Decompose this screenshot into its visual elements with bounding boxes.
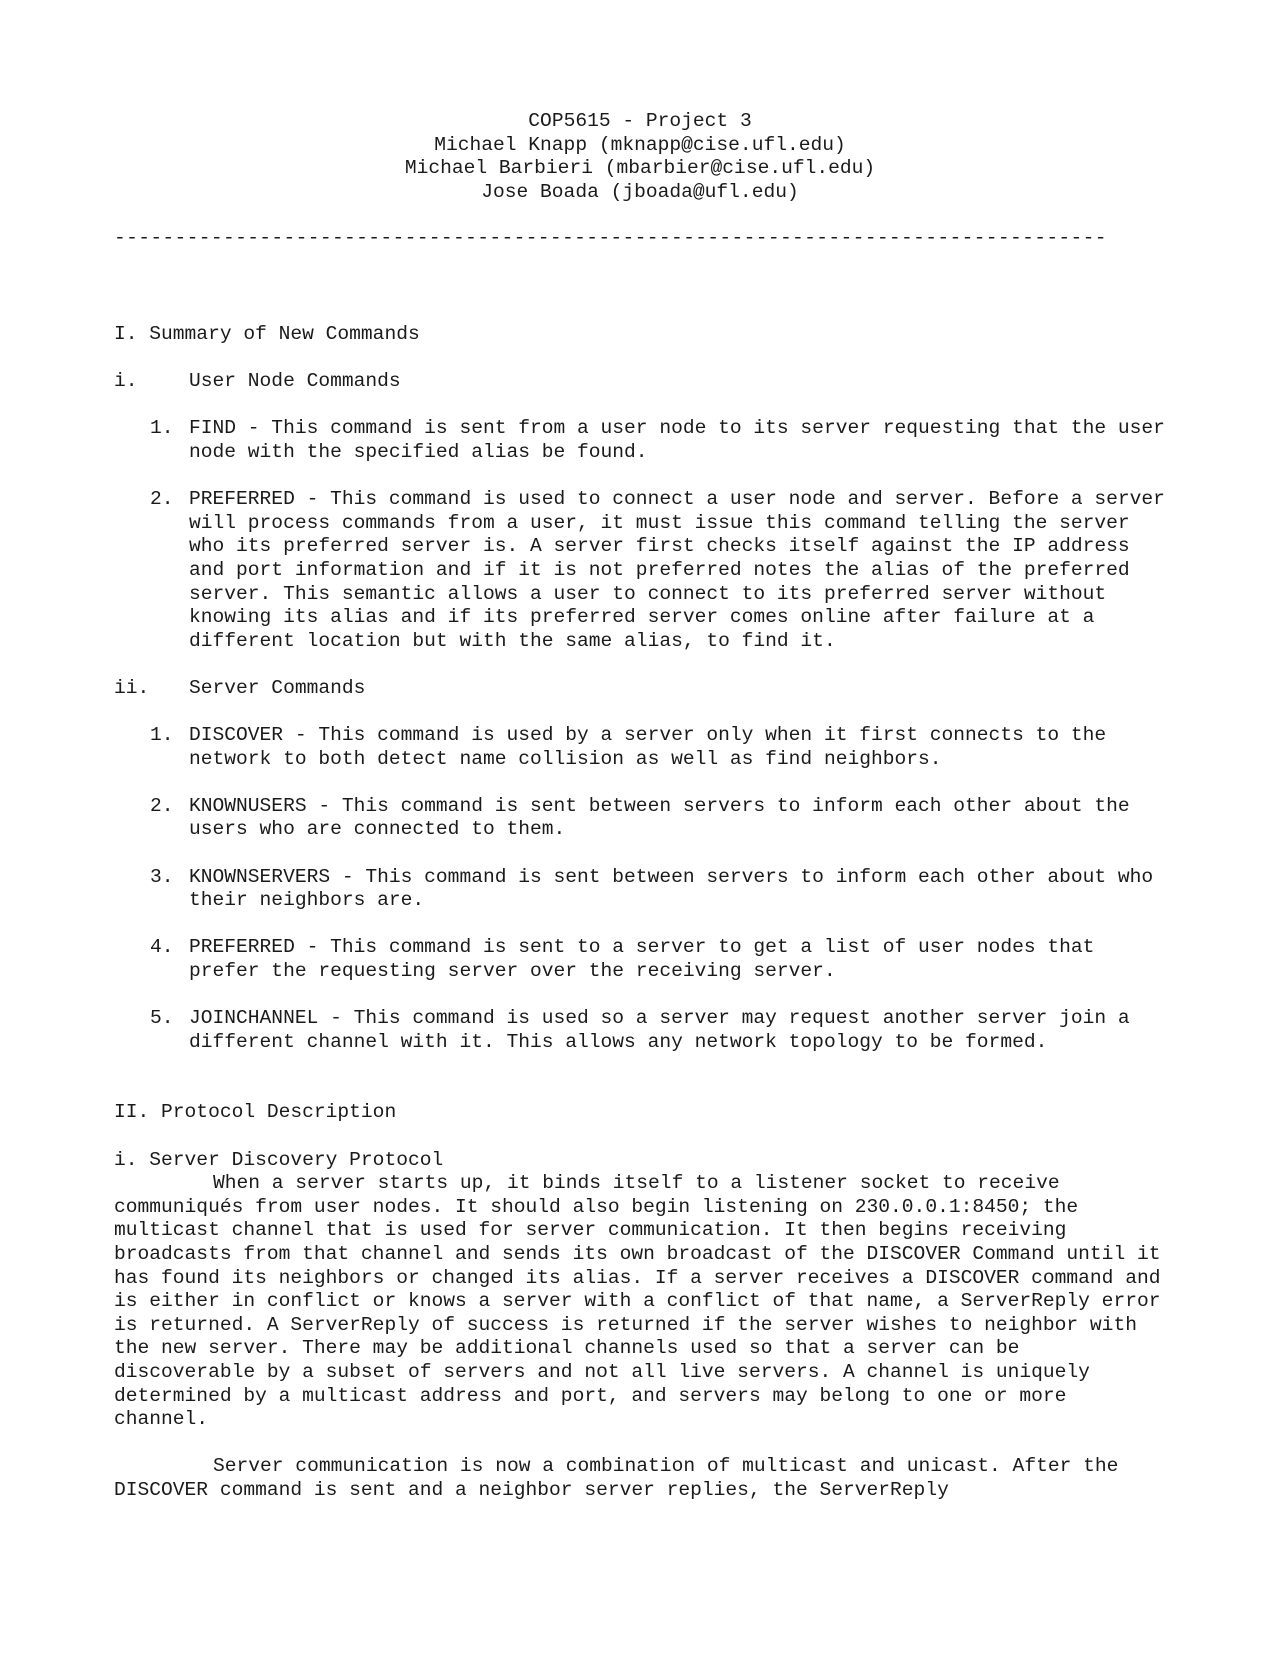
divider-line: ---------------------------------------------------------------------------------- [114,227,1107,250]
subsection-heading [114,370,1174,394]
subsection-title: Server Commands [189,676,366,699]
subsection-number: ii. [114,676,150,699]
list-item [150,1007,1174,1054]
list-text: PREFERRED - This command is used to connect a user node and server. Before a server will process commands from a user, it must issue this command telling the server who its preferred server is. A server first checks itself against the IP address and port information and if it is not preferred notes the alias of the preferred server. This semantic allows a user to connect to its preferred server without knowing its alias and if its preferred server comes online after failure at a different location but with the same alias, to find it. [189,488,1165,652]
course-title: COP5615 - Project 3 [528,110,752,132]
subsection-number: i. [114,370,138,393]
author-line: Michael Barbieri (mbarbier@cise.ufl.edu) [404,157,876,180]
list-item [150,488,1174,653]
subsection-heading: i. Server Discovery Protocol [114,1148,444,1171]
section-heading: I. Summary of New Commands [114,322,420,345]
body-paragraph: Server communication is now a combination of multicast and unicast. After the DISCOVER command is sent and a neighbor server replies, the ServerReply [114,1455,1119,1501]
subsection-title: User Node Commands [189,370,401,393]
list-item [150,866,1174,913]
list-text: JOINCHANNEL - This command is used so a server may request another server join a different channel with it. This allows any network topology to be formed. [189,1007,1130,1053]
list-text: DISCOVER - This command is used by a server only when it first connects to the network to both detect name collision as well as find neighbors. [189,724,1107,770]
body-paragraph: When a server starts up, it binds itself to a listener socket to receive communiqués from user nodes. It should also begin listening on 230.0.0.1:8450; the multicast channel that is used for server communication. It then begins receiving broadcasts from that channel and sends its own broadcast of the DISCOVER Command until it has found its neighbors or changed its alias. If a server receives a DISCOVER command and is either in conflict or knows a server with a conflict of that name, a ServerReply error is returned. A ServerReply of success is returned if the server wishes to neighbor with the new server. There may be additional channels used so that a server can be discoverable by a subset of servers and not all live servers. A channel is uniquely determined by a multicast address and port, and servers may belong to one or more channel. [114,1172,1161,1431]
list-item [150,795,1174,842]
section-heading: II. Protocol Description [114,1101,397,1124]
list-number: 1. [150,417,174,440]
list-text: KNOWNUSERS - This command is sent between servers to inform each other about the users who are connected to them. [189,794,1130,841]
list-number: 4. [150,936,174,959]
list-item [150,936,1174,983]
list-item [150,724,1174,771]
list-number: 5. [150,1007,174,1030]
list-item [150,417,1174,464]
list-number: 1. [150,724,174,747]
author-line: Jose Boada (jboada@ufl.edu) [481,180,799,203]
subsection-heading [114,677,1174,701]
list-text: KNOWNSERVERS - This command is sent between servers to inform each other about who their neighbors are. [189,865,1154,912]
list-number: 2. [150,794,174,817]
title-block [114,110,1166,204]
author-line: Michael Knapp (mknapp@cise.ufl.edu) [434,133,846,156]
document-page [114,110,1174,1502]
list-text: FIND - This command is sent from a user node to its server requesting that the user node with the specified alias be found. [189,417,1165,463]
list-number: 3. [150,865,174,888]
list-text: PREFERRED - This command is sent to a server to get a list of user nodes that prefer the requesting server over the receiving server. [189,936,1095,982]
list-number: 2. [150,488,174,511]
